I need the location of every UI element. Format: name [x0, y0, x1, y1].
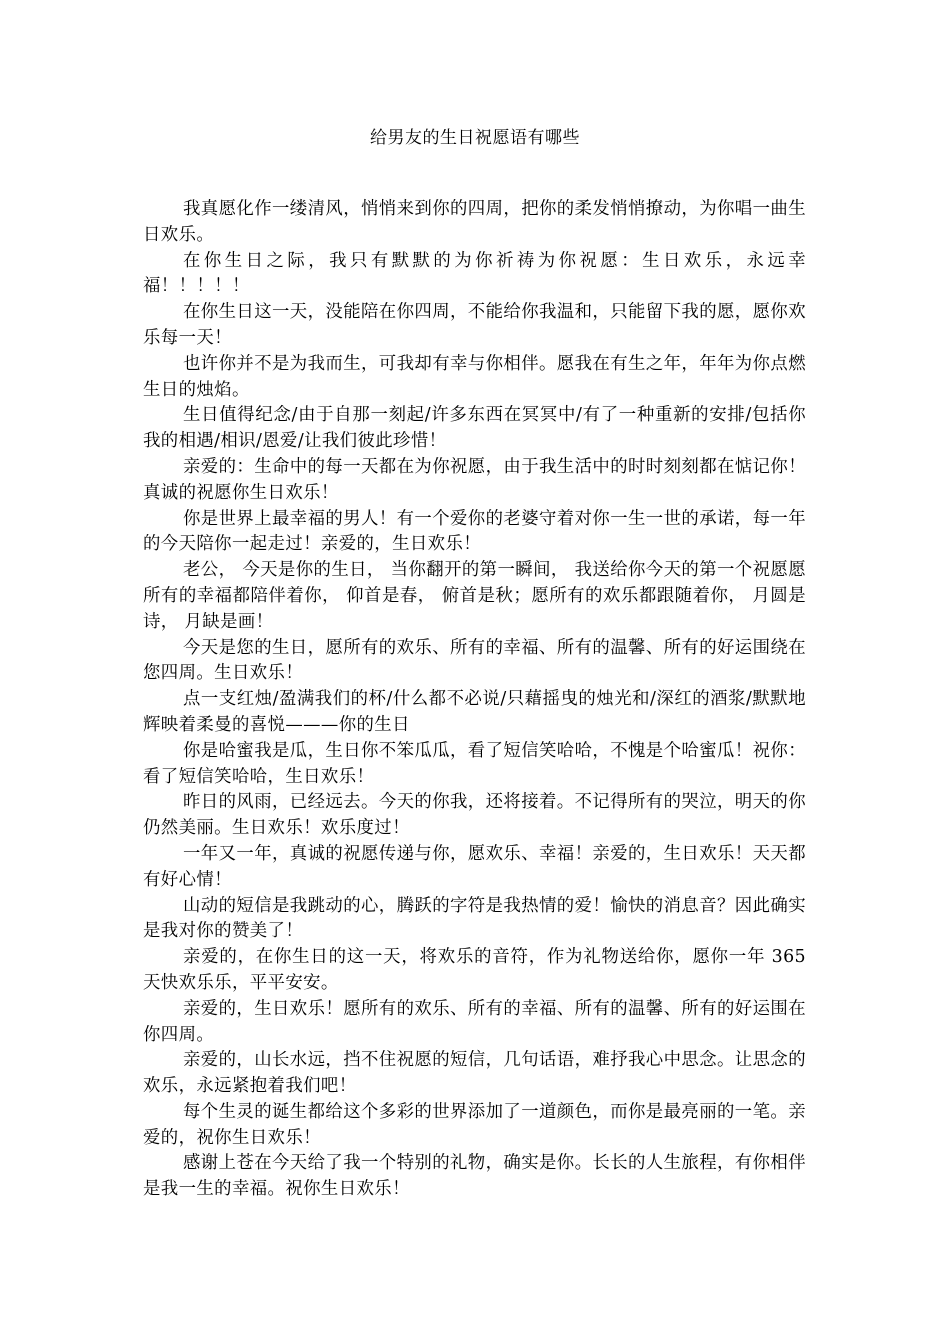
paragraph: 老公， 今天是你的生日， 当你翻开的第一瞬间， 我送给你今天的第一个祝愿愿所有的幸福都陪伴着你， 仰首是春， 俯首是秋；愿所有的欢乐都跟随着你， 月圆是诗， 月缺是画！	[143, 560, 806, 632]
document-title: 给男友的生日祝愿语有哪些	[370, 128, 580, 148]
document-body	[143, 197, 806, 1203]
paragraph: 亲爱的，在你生日的这一天，将欢乐的音符，作为礼物送给你，愿你一年 365 天快欢乐乐，平平安安。	[143, 947, 806, 993]
paragraph: 一年又一年，真诚的祝愿传递与你，愿欢乐、幸福！亲爱的，生日欢乐！天天都有好心情！	[143, 843, 806, 890]
paragraph: 山动的短信是我跳动的心，腾跃的字符是我热情的爱！愉快的消息音？因此确实是我对你的赞美了！	[143, 895, 806, 942]
paragraph: 在你生日这一天，没能陪在你四周，不能给你我温和，只能留下我的愿，愿你欢乐每一天！	[143, 302, 806, 348]
paragraph: 亲爱的：生命中的每一天都在为你祝愿，由于我生活中的时时刻刻都在惦记你！真诚的祝愿你生日欢乐！	[143, 456, 806, 503]
paragraph: 在你生日之际，我只有默默的为你祈祷为你祝愿：生日欢乐，永远幸福！！！！！	[143, 250, 806, 297]
paragraph: 我真愿化作一缕清风，悄悄来到你的四周，把你的柔发悄悄撩动，为你唱一曲生日欢乐。	[143, 199, 806, 245]
paragraph: 昨日的风雨，已经远去。今天的你我，还将接着。不记得所有的哭泣，明天的你仍然美丽。生日欢乐！欢乐度过！	[143, 792, 806, 839]
paragraph: 也许你并不是为我而生，可我却有幸与你相伴。愿我在有生之年，年年为你点燃生日的烛焰。	[143, 353, 806, 400]
paragraph: 每个生灵的诞生都给这个多彩的世界添加了一道颜色，而你是最亮丽的一笔。亲爱的，祝你生日欢乐！	[143, 1101, 806, 1148]
paragraph: 感谢上苍在今天给了我一个特别的礼物，确实是你。长长的人生旅程，有你相伴是我一生的幸福。祝你生日欢乐！	[143, 1153, 806, 1200]
paragraph: 今天是您的生日，愿所有的欢乐、所有的幸福、所有的温馨、所有的好运围绕在您四周。生日欢乐！	[143, 637, 806, 684]
paragraph: 你是世界上最幸福的男人！有一个爱你的老婆守着对你一生一世的承诺，每一年的今天陪你一起走过！亲爱的，生日欢乐！	[143, 508, 806, 555]
paragraph: 亲爱的，山长水远，挡不住祝愿的短信，几句话语，难抒我心中思念。让思念的欢乐，永远紧抱着我们吧！	[143, 1050, 806, 1097]
paragraph: 亲爱的，生日欢乐！愿所有的欢乐、所有的幸福、所有的温馨、所有的好运围在你四周。	[143, 998, 806, 1045]
paragraph: 点一支红烛/盈满我们的杯/什么都不必说/只藉摇曳的烛光和/深红的酒浆/默默地辉映着柔曼的喜悦———你的生日	[143, 689, 806, 735]
paragraph: 生日值得纪念/由于自那一刻起/许多东西在冥冥中/有了一种重新的安排/包括你我的相遇/相识/恩爱/让我们彼此珍惜！	[143, 405, 806, 452]
paragraph: 你是哈蜜我是瓜，生日你不笨瓜瓜，看了短信笑哈哈，不愧是个哈蜜瓜！祝你：看了短信笑哈哈，生日欢乐！	[143, 740, 806, 787]
